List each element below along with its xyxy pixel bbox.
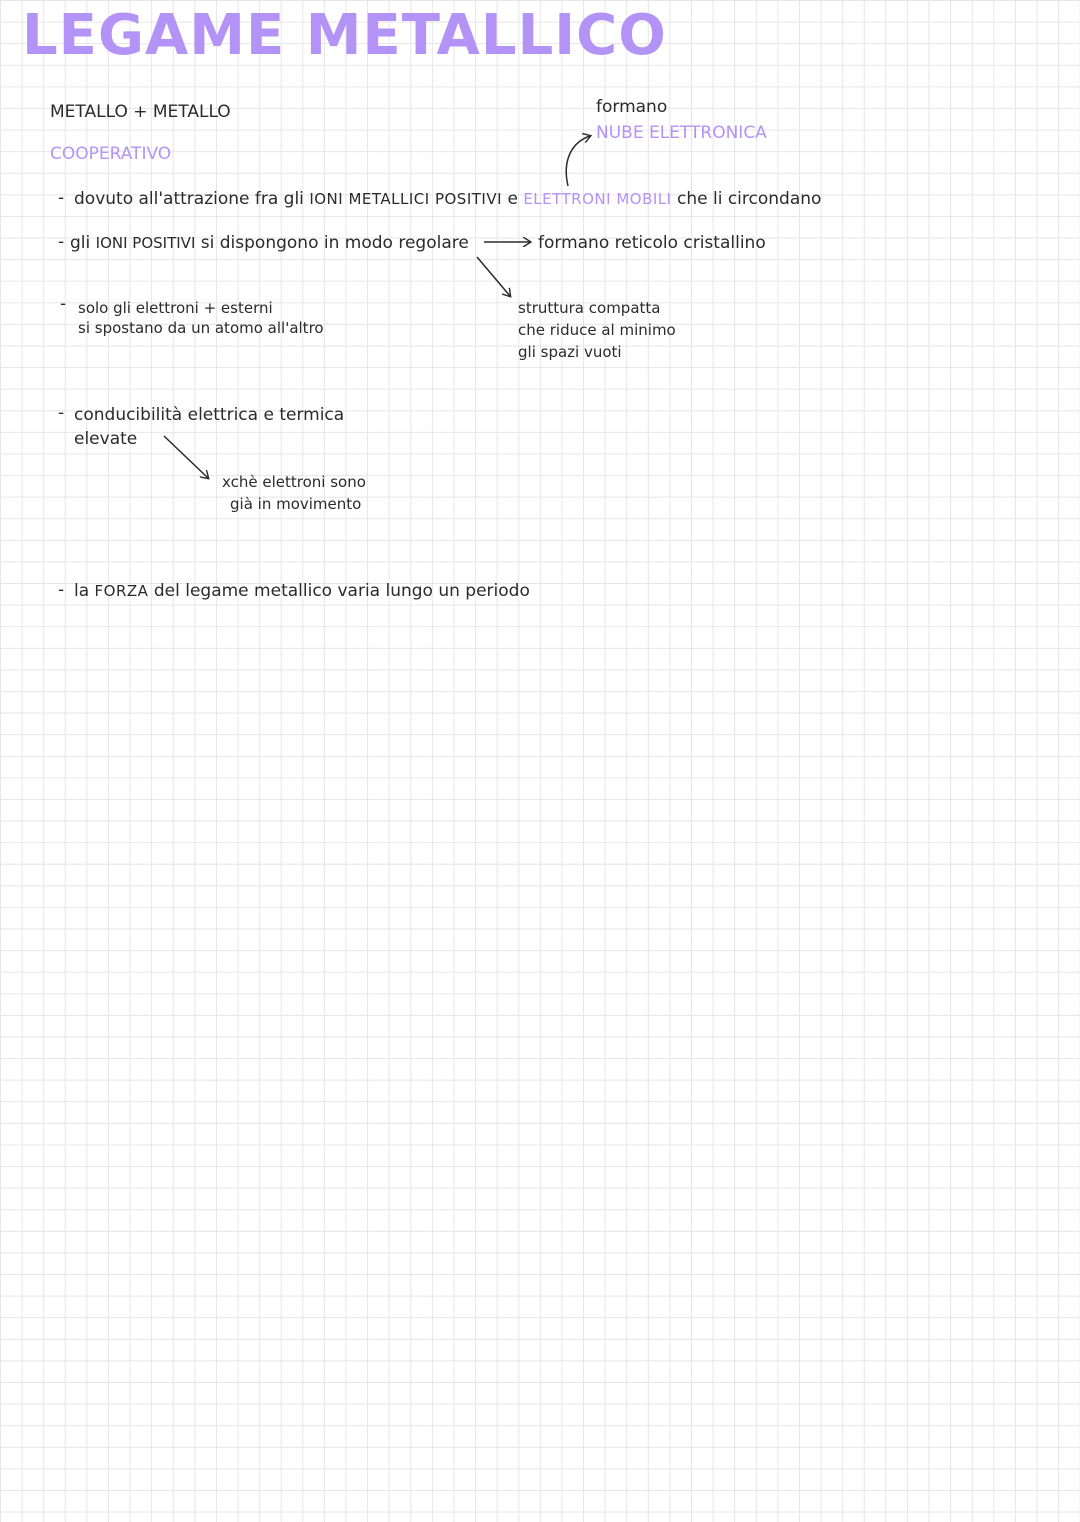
bullet-dash: - (60, 294, 67, 314)
line-ioni-text: gli (70, 233, 91, 253)
line-attrazione-text: dovuto all'attrazione fra gli (74, 189, 304, 209)
line-attrazione (74, 190, 821, 210)
metallo-metallo-label: METALLO + METALLO (50, 102, 231, 122)
reticolo-cristallino-note: formano reticolo cristallino (538, 233, 766, 253)
line-ioni-positivi (70, 234, 469, 254)
bullet-dash: - (58, 188, 65, 208)
elettroni-esterni-line-2: si spostano da un atomo all'altro (78, 319, 324, 337)
arrow-to-struttura (477, 257, 510, 296)
bullet-dash: - (58, 580, 65, 600)
line-ioni-end: si dispongono in modo regolare (200, 233, 469, 253)
xche-line-2: già in movimento (230, 495, 362, 513)
arrow-to-nube (566, 136, 590, 186)
conducibilita-line-2: elevate (74, 429, 138, 449)
struttura-line-1: struttura compatta (518, 299, 661, 317)
cooperativo-label: COOPERATIVO (50, 144, 172, 164)
line-attrazione-end: che li circondano (676, 189, 822, 209)
bullet-dash: - (58, 232, 65, 252)
line-forza (74, 582, 530, 602)
formano-note: formano (596, 97, 668, 117)
elettroni-esterni-line-1: solo gli elettroni + esterni (78, 299, 273, 317)
conducibilita-line-1: conducibilità elettrica e termica (74, 405, 345, 425)
struttura-line-2: che riduce al minimo (518, 321, 676, 339)
nube-elettronica-label: NUBE ELETTRONICA (596, 123, 767, 143)
line-forza-end: del legame metallico varia lungo un periodo (153, 581, 530, 601)
xche-line-1: xchè elettroni sono (222, 473, 366, 491)
line-forza-text: la (74, 581, 90, 601)
struttura-line-3: gli spazi vuoti (518, 343, 622, 361)
ioni-positivi: IONI POSITIVI (95, 234, 196, 252)
bullet-dash: - (58, 403, 65, 423)
conjunction-e: e (507, 189, 518, 209)
elettroni-mobili: ELETTRONI MOBILI (523, 190, 672, 208)
ioni-metallici-positivi: IONI METALLICI POSITIVI (309, 190, 503, 208)
arrow-to-xche (164, 436, 208, 478)
page-title: LEGAME METALLICO (22, 3, 667, 68)
forza-word: FORZA (94, 582, 149, 600)
